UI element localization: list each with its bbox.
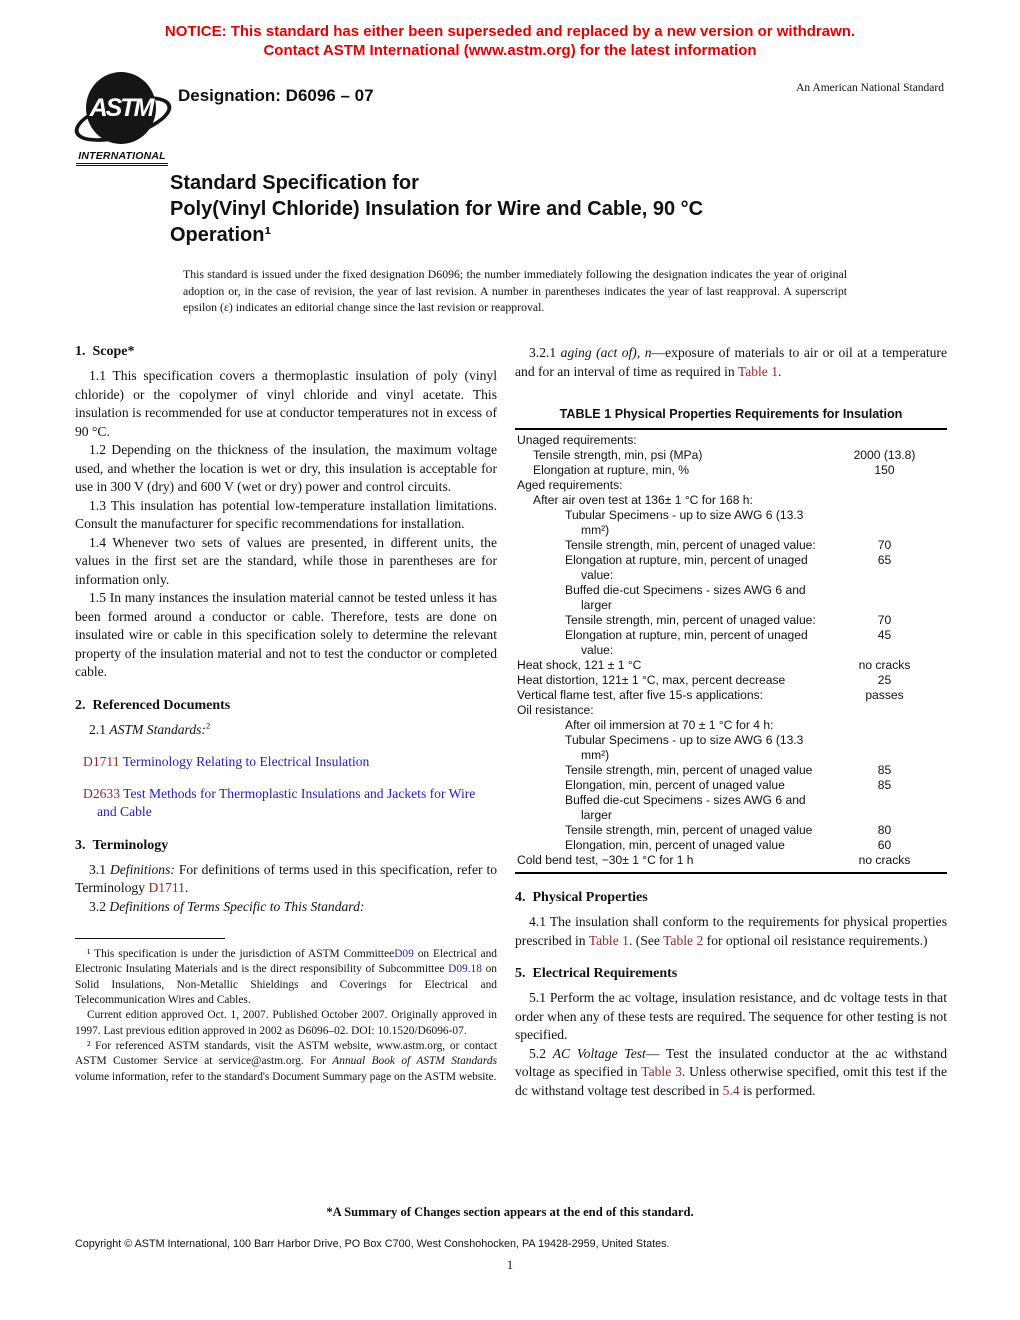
text-segment: Annual Book of ASTM Standards xyxy=(332,1055,497,1068)
title-line2: Poly(Vinyl Chloride) Insulation for Wire and Cable, 90 °C xyxy=(170,198,704,220)
table-1-row xyxy=(515,673,947,688)
reference-d2633 xyxy=(81,785,497,822)
table-1-property-label: Cold bend test, −30± 1 °C for 1 h xyxy=(517,853,694,867)
doc-link[interactable]: Table 1 xyxy=(737,363,779,379)
two-column-body xyxy=(75,344,947,1100)
paragraph-3-1 xyxy=(75,861,497,898)
table-1-row xyxy=(515,433,947,448)
paragraph-1-2: 1.2 Depending on the thickness of the insulation, the maximum voltage used, and whether the location is wet or dry, this insulation is acceptable for use in 300 V (dry) and 600 V (wet or dry) power and control circuits. xyxy=(75,442,497,494)
table-1-requirement-value: 2000 (13.8) xyxy=(853,448,916,462)
text-segment: 3.1 xyxy=(89,861,110,877)
text-segment: . (See xyxy=(628,932,664,948)
notice-line1: NOTICE: This standard has either been superseded and replaced by a new version or withdrawn. xyxy=(164,23,856,40)
footnote-1-continued: Current edition approved Oct. 1, 2007. Published October 2007. Originally approved in 1997. Last previous edition approved in 2002 as D6096–02. DOI: 10.1520/D6096-07. xyxy=(75,1009,497,1037)
text-segment: Definitions of Terms Specific to This Standard: xyxy=(109,898,365,914)
table-1-property-label: Aged requirements: xyxy=(517,478,623,492)
footnote-2 xyxy=(75,1039,497,1085)
table-1-row xyxy=(515,838,947,853)
table-1-requirement-value: 60 xyxy=(877,838,892,852)
notice-line2: Contact ASTM International (www.astm.org) for the latest information xyxy=(263,42,757,59)
table-1-row xyxy=(515,853,947,868)
table-1-requirement-value: 80 xyxy=(877,823,892,837)
text-segment: . xyxy=(184,880,189,896)
table-1-property-label: Buffed die-cut Specimens - sizes AWG 6 and larger xyxy=(565,793,806,822)
table-1-requirement-value: passes xyxy=(865,688,904,702)
doc-link[interactable]: Terminology Relating to Electrical Insulation xyxy=(119,753,370,769)
table-1-requirement-value: 45 xyxy=(877,628,892,642)
table-1-property-label: Tubular Specimens - up to size AWG 6 (13.3 mm²) xyxy=(565,508,804,537)
footnote-separator xyxy=(75,938,225,939)
table-1-row xyxy=(515,823,947,838)
table-1-requirement-value: 85 xyxy=(877,763,892,777)
paragraph-3-2-1 xyxy=(515,344,947,381)
table-1-row xyxy=(515,733,947,763)
text-segment: 3.2.1 xyxy=(529,345,561,360)
text-segment: Definitions: xyxy=(109,861,179,877)
text-segment: . xyxy=(778,363,782,379)
doc-link[interactable]: D1711 xyxy=(148,880,185,896)
table-1-property-label: After oil immersion at 70 ± 1 °C for 4 h: xyxy=(565,718,774,732)
table-1-row xyxy=(515,553,947,583)
logo-international-label: INTERNATIONAL xyxy=(76,150,168,166)
table-1-requirement-value: 150 xyxy=(874,463,895,477)
table-1-property-label: Oil resistance: xyxy=(517,703,594,717)
text-segment: for optional oil resistance requirements.) xyxy=(703,932,928,948)
summary-of-changes-note: *A Summary of Changes section appears at the end of this standard. xyxy=(326,1205,694,1219)
section-5-heading: 5. Electrical Requirements xyxy=(515,966,678,981)
table-1-row xyxy=(515,508,947,538)
paragraph-1-3: 1.3 This insulation has potential low-temperature installation limitations. Consult the manufacturer for specific recommendations for installation. xyxy=(75,497,497,531)
doc-link[interactable]: 5.4 xyxy=(722,1082,740,1098)
table-1-property-label: After air oven test at 136± 1 °C for 168 h: xyxy=(533,493,753,507)
text-segment: For definitions of terms used in this specification, refer to Terminology xyxy=(75,861,498,896)
text-segment: — Test the insulated conductor at the ac withstand voltage as specified in xyxy=(515,1045,947,1079)
doc-link[interactable]: D1711 xyxy=(83,753,120,769)
table-1-property-label: Elongation, min, percent of unaged value xyxy=(565,838,785,852)
logo-astm-text: ASTM xyxy=(89,93,153,122)
text-segment: 4.1 The insulation shall conform to the requirements for physical properties prescribed in xyxy=(515,914,947,948)
paragraph-5-1: 5.1 Perform the ac voltage, insulation resistance, and dc voltage tests in that order when any of these tests are required. The sequence for other testing is not specified. xyxy=(515,990,947,1042)
paragraph-1-4: 1.4 Whenever two sets of values are presented, in different units, the values in the first set are the standard, while those in parentheses are for information only. xyxy=(75,534,497,587)
paragraph-3-2 xyxy=(75,898,497,917)
doc-link[interactable]: Test Methods for Thermoplastic Insulations and Jackets for Wire and Cable xyxy=(97,785,476,820)
paragraph-2-1 xyxy=(75,721,497,740)
notice-banner xyxy=(0,22,1020,60)
footnotes-block xyxy=(75,938,497,1085)
table-1-row xyxy=(515,718,947,733)
text-segment: 2.1 xyxy=(89,721,110,737)
section-1-heading: 1. Scope* xyxy=(75,344,135,359)
doc-link[interactable]: D09.18 xyxy=(448,963,482,976)
document-title xyxy=(170,170,880,248)
table-1-property-label: Tensile strength, min, percent of unaged value: xyxy=(565,538,816,552)
table-1-row xyxy=(515,703,947,718)
table-1-property-label: Tubular Specimens - up to size AWG 6 (13.3 mm²) xyxy=(565,733,804,762)
table-1-property-label: Elongation at rupture, min, % xyxy=(533,463,689,477)
table-1-row xyxy=(515,493,947,508)
table-1-requirement-value: 65 xyxy=(877,553,892,567)
table-1-property-label: Elongation at rupture, min, percent of unaged value: xyxy=(565,628,808,657)
table-1-row xyxy=(515,478,947,493)
footnote-1 xyxy=(75,947,497,1008)
text-segment: volume information, refer to the standard's Document Summary page on the ASTM website. xyxy=(75,1070,497,1083)
text-segment: 2 xyxy=(205,719,211,730)
title-line3: Operation¹ xyxy=(170,224,272,246)
astm-globe-icon xyxy=(76,70,168,148)
text-segment: is performed. xyxy=(739,1082,816,1098)
text-segment: . Unless otherwise specified, omit this test if the dc withstand voltage test described in xyxy=(515,1064,947,1098)
text-segment: ¹ This specification is under the jurisdiction of ASTM Committee xyxy=(87,948,395,961)
table-1-property-label: Vertical flame test, after five 15-s applications: xyxy=(517,688,764,702)
right-column xyxy=(515,344,947,1100)
left-column xyxy=(75,344,497,1100)
section-2-heading: 2. Referenced Documents xyxy=(75,697,231,713)
table-1-property-label: Tensile strength, min, percent of unaged value: xyxy=(565,613,816,627)
issuance-note: This standard is issued under the fixed designation D6096; the number immediately following the designation indicates the year of original adoption or, in the case of revision, the year of last revision. A number in parentheses indicates the year of last reapproval. A superscript epsilon (ε) indicates an editorial change since the last revision or reapproval. xyxy=(183,267,847,314)
table-1-requirement-value: no cracks xyxy=(858,853,911,867)
text-segment: ² For referenced ASTM standards, visit the ASTM website, www.astm.org, or contact ASTM Customer Service at service@astm.org. For xyxy=(75,1039,497,1068)
table-1-row xyxy=(515,448,947,463)
table-1-row xyxy=(515,628,947,658)
text-segment: ASTM Standards: xyxy=(109,721,206,737)
table-1-row xyxy=(515,463,947,478)
table-1-property-label: Heat distortion, 121± 1 °C, max, percent decrease xyxy=(517,673,786,687)
table-1-requirement-value: no cracks xyxy=(858,658,911,672)
doc-link[interactable]: Table 1 xyxy=(588,932,629,948)
table-1-row xyxy=(515,613,947,628)
copyright-line: Copyright © ASTM International, 100 Barr Harbor Drive, PO Box C700, West Conshohocken, PA 19428-2959, United States. xyxy=(75,1238,670,1250)
table-1-row xyxy=(515,778,947,793)
doc-link[interactable]: D2633 xyxy=(83,785,121,801)
table-1-row xyxy=(515,658,947,673)
table-1-row xyxy=(515,688,947,703)
paragraph-1-1: 1.1 This specification covers a thermoplastic insulation of poly (vinyl chloride) or the copolymer of vinyl chloride and vinyl acetate. This insulation is recommended for use at conductor temperatures not in excess of 90 °C. xyxy=(75,368,497,439)
table-1-title: TABLE 1 Physical Properties Requirements for Insulation xyxy=(559,407,903,421)
paragraph-4-1 xyxy=(515,913,947,950)
table-1 xyxy=(515,407,947,874)
table-1-property-label: Buffed die-cut Specimens - sizes AWG 6 and larger xyxy=(565,583,806,612)
paragraph-1-5: 1.5 In many instances the insulation material cannot be tested unless it has been formed around a conductor or cable. Therefore, tests are done on insulated wire or cable in this specification solely to determine the relevant property of the insulation material and not to test the conductor or completed cable. xyxy=(75,590,497,679)
table-1-property-label: Elongation, min, percent of unaged value xyxy=(565,778,785,792)
astm-logo xyxy=(76,70,176,166)
paragraph-5-2 xyxy=(515,1045,947,1101)
table-1-row xyxy=(515,583,947,613)
table-1-row xyxy=(515,763,947,778)
section-3-heading: 3. Terminology xyxy=(75,837,169,853)
table-1-requirement-value: 70 xyxy=(877,613,892,627)
text-segment: 3.2 xyxy=(89,898,110,914)
text-segment: aging (act of), n xyxy=(560,345,652,360)
reference-d1711 xyxy=(81,753,497,772)
table-1-row xyxy=(515,538,947,553)
table-1-property-label: Tensile strength, min, percent of unaged value xyxy=(565,823,813,837)
text-segment: AC Voltage Test xyxy=(552,1045,646,1061)
table-1-property-label: Tensile strength, min, percent of unaged value xyxy=(565,763,813,777)
table-1-property-label: Elongation at rupture, min, percent of unaged value: xyxy=(565,553,808,582)
national-standard-label: An American National Standard xyxy=(796,82,944,94)
table-1-property-label: Tensile strength, min, psi (MPa) xyxy=(533,448,703,462)
text-segment: on Solid Insulations, Non-Metallic Shieldings and Coverings for Electrical and Telecommunication Wires and Cables. xyxy=(75,963,497,1007)
table-1-requirement-value: 85 xyxy=(877,778,892,792)
text-segment: —exposure of materials to air or oil at a temperature and for an interval of time as required in xyxy=(515,345,947,379)
table-1-row xyxy=(515,793,947,823)
globe-circle-icon xyxy=(86,72,156,144)
table-1-requirement-value: 25 xyxy=(877,673,892,687)
table-1-property-label: Heat shock, 121 ± 1 °C xyxy=(517,658,642,672)
table-1-property-label: Unaged requirements: xyxy=(517,433,637,447)
page-number: 1 xyxy=(506,1258,514,1272)
section-4-heading: 4. Physical Properties xyxy=(515,890,648,905)
doc-link[interactable]: D09 xyxy=(394,948,414,961)
doc-link[interactable]: Table 3 xyxy=(641,1064,682,1079)
text-segment: on Electrical and Electronic Insulating Materials and is the direct responsibility of Subcommittee xyxy=(75,948,497,976)
table-1-requirement-value: 70 xyxy=(877,538,892,552)
designation-label: Designation: D6096 – 07 xyxy=(178,86,374,105)
doc-link[interactable]: Table 2 xyxy=(663,932,704,948)
text-segment: 5.2 xyxy=(529,1045,553,1061)
table-1-body xyxy=(515,428,947,874)
title-line1: Standard Specification for xyxy=(170,172,419,194)
